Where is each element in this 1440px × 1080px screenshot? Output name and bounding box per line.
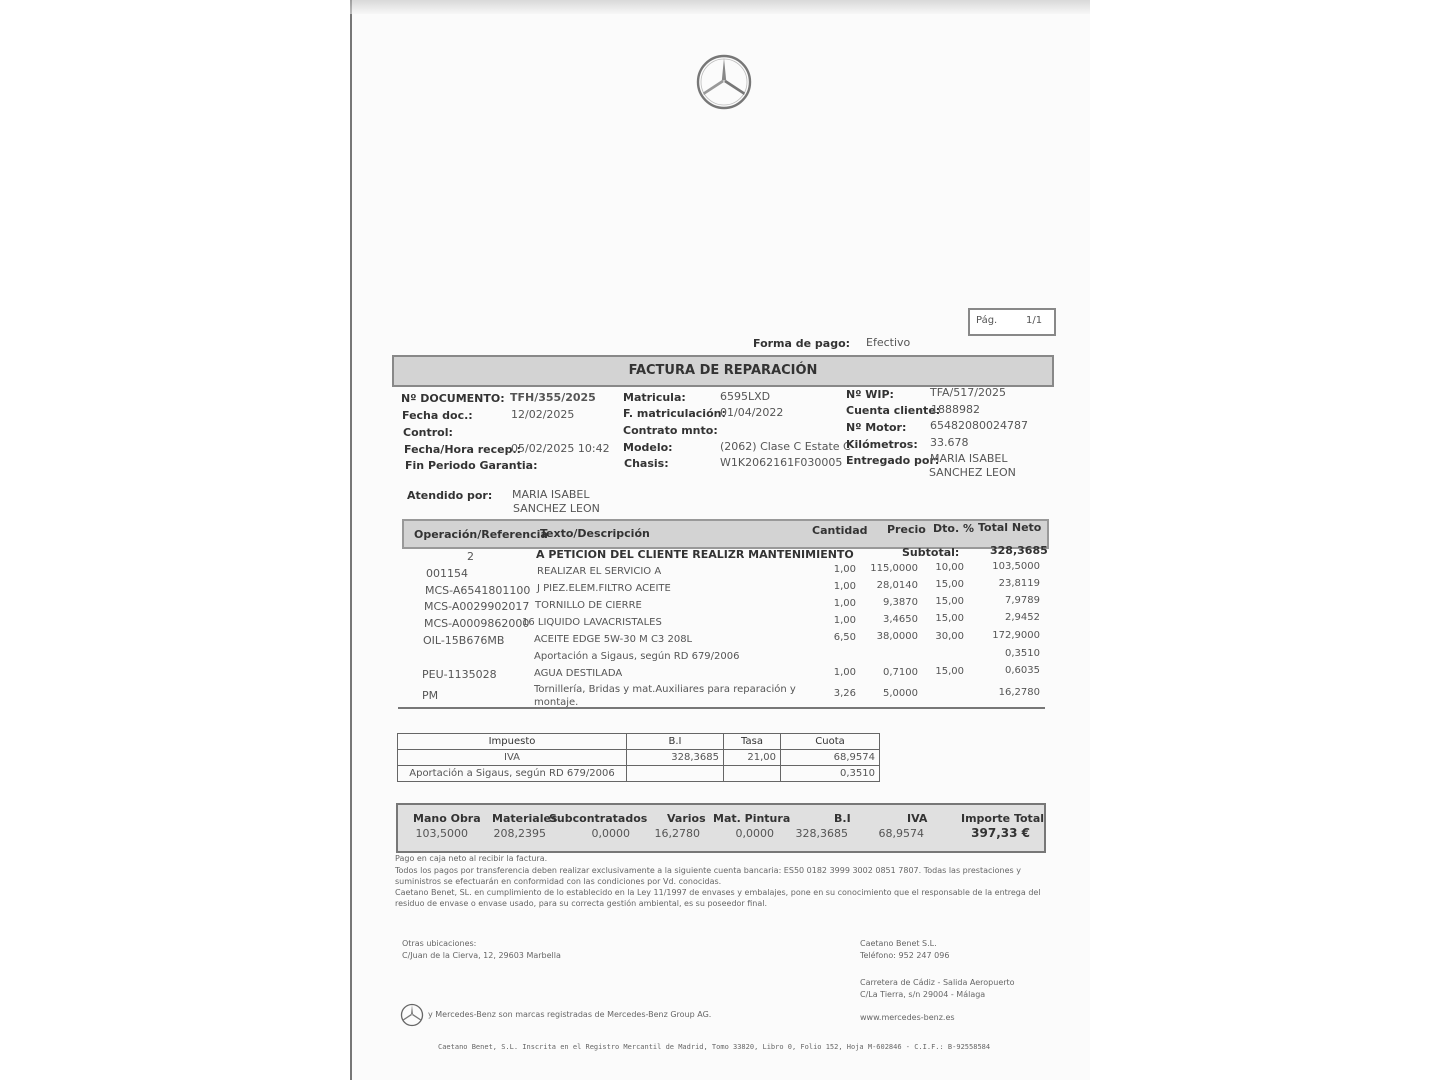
company-phone: Teléfono: 952 247 096 — [860, 951, 950, 960]
invoice-page — [350, 0, 1090, 1080]
company-name: Caetano Benet S.L. — [860, 939, 937, 948]
col-price: Precio — [887, 523, 926, 536]
subtotal-label: Subtotal: — [902, 546, 960, 559]
totals-grand-value: 397,33 € — [971, 826, 1030, 840]
row-price: 115,0000 — [870, 563, 918, 574]
engine-number-label: Nº Motor: — [846, 421, 907, 434]
doc-number-label: Nº DOCUMENTO: — [401, 392, 505, 405]
totals-vat-label: IVA — [907, 812, 928, 825]
row-net-total: 7,9789 — [1005, 595, 1040, 606]
tax-col-quota: Cuota — [781, 734, 880, 750]
trademark-notice: y Mercedes-Benz son marcas registradas de Mercedes-Benz Group AG. — [428, 1010, 712, 1019]
note-line: Todos los pagos por transferencia deben realizar exclusivamente a la siguiente cuenta bancaria: ES50 0182 3999 3002 0851 7807. Todas las prestaciones y — [395, 866, 1021, 875]
row-quantity: 1,00 — [833, 615, 856, 626]
col-net-total: Total Neto — [978, 521, 1042, 534]
row-reference: MCS-A0009862000 — [424, 617, 530, 630]
company-address-line1: Carretera de Cádiz - Salida Aeropuerto — [860, 978, 1015, 987]
table-bottom-rule — [398, 707, 1045, 709]
group-description: A PETICION DEL CLIENTE REALIZR MANTENIMIENTO — [536, 548, 854, 561]
totals-subcontracted-label: Subcontratados — [549, 812, 648, 825]
totals-paint-label: Mat. Pintura — [713, 812, 791, 825]
tax-base: 328,3685 — [627, 750, 724, 766]
row-reference: 001154 — [426, 567, 468, 580]
tax-row — [398, 750, 880, 766]
row-reference: MCS-A0029902017 — [424, 600, 530, 613]
control-label: Control: — [403, 426, 453, 439]
registry-notice: Caetano Benet, S.L. Inscrita en el Registro Mercantil de Madrid, Tomo 33820, Libro 0, Folio 152, Hoja M-602846 - C.I.F.: B-92558584 — [438, 1043, 991, 1051]
totals-subcontracted-value: 0,0000 — [591, 827, 630, 840]
note-line: Pago en caja neto al recibir la factura. — [395, 854, 548, 863]
row-quantity: 3,26 — [833, 688, 856, 699]
row-description-line2: montaje. — [534, 697, 579, 708]
mercedes-star-icon — [696, 54, 752, 110]
other-locations-label: Otras ubicaciones: — [402, 939, 477, 948]
totals-paint-value: 0,0000 — [735, 827, 774, 840]
totals-base-value: 328,3685 — [795, 827, 848, 840]
company-address-line2: C/La Tierra, s/n 29004 - Málaga — [860, 990, 986, 999]
row-net-total: 0,3510 — [1005, 648, 1040, 659]
tax-col-rate: Tasa — [724, 734, 781, 750]
row-description: J PIEZ.ELEM.FILTRO ACEITE — [537, 583, 671, 594]
page-shadow — [350, 0, 1090, 14]
row-quantity: 1,00 — [833, 667, 856, 678]
doc-number-value: TFH/355/2025 — [510, 391, 596, 404]
row-description: Aportación a Sigaus, según RD 679/2006 — [534, 651, 740, 662]
doc-date-label: Fecha doc.: — [402, 409, 473, 422]
delivered-by-value-line2: SANCHEZ LEON — [929, 466, 1016, 479]
row-price: 3,4650 — [883, 614, 918, 625]
registration-date-label: F. matriculación: — [623, 407, 726, 420]
row-description: TORNILLO DE CIERRE — [535, 600, 642, 611]
row-discount: 30,00 — [935, 631, 964, 642]
tax-rate — [724, 766, 781, 782]
tax-quota: 0,3510 — [781, 766, 880, 782]
row-price: 0,7100 — [883, 667, 918, 678]
payment-method-label: Forma de pago: — [753, 337, 851, 350]
col-quantity: Cantidad — [812, 524, 868, 537]
tax-table — [397, 733, 880, 782]
totals-labor-value: 103,5000 — [415, 827, 468, 840]
row-discount: 10,00 — [935, 562, 964, 573]
attended-by-value: MARIA ISABEL — [512, 488, 590, 501]
totals-misc-label: Varios — [667, 812, 706, 825]
plate-value: 6595LXD — [720, 390, 771, 403]
reception-datetime-label: Fecha/Hora recep.: — [404, 443, 522, 456]
col-discount: Dto. % — [933, 522, 974, 535]
row-quantity: 1,00 — [833, 598, 856, 609]
totals-misc-value: 16,2780 — [654, 827, 700, 840]
row-discount: 15,00 — [935, 613, 964, 624]
row-quantity: 1,00 — [833, 581, 856, 592]
attended-by-value-line2: SANCHEZ LEON — [513, 502, 600, 515]
row-discount: 15,00 — [935, 666, 964, 677]
row-reference: MCS-A6541801100 — [425, 584, 531, 597]
row-net-total: 103,5000 — [992, 561, 1040, 572]
row-description: AGUA DESTILADA — [534, 668, 623, 679]
note-line: residuo de envase o envase usado, para su correcta gestión ambiental, es su poseedor final. — [395, 899, 768, 908]
tax-name: IVA — [398, 750, 627, 766]
group-reference: 2 — [467, 550, 474, 563]
row-net-total: 172,9000 — [992, 630, 1040, 641]
mercedes-star-small-icon — [400, 1003, 424, 1027]
maintenance-contract-label: Contrato mnto: — [623, 424, 718, 437]
row-net-total: 16,2780 — [998, 687, 1040, 698]
page-label: Pág. — [976, 315, 998, 326]
row-net-total: 23,8119 — [998, 578, 1040, 589]
tax-base — [627, 766, 724, 782]
wip-value: TFA/517/2025 — [930, 386, 1006, 399]
attended-by-label: Atendido por: — [407, 489, 493, 502]
document-title-bar — [392, 355, 1054, 387]
payment-method-value: Efectivo — [866, 336, 911, 349]
model-value: (2062) Clase C Estate C — [720, 440, 851, 453]
right-margin — [1090, 0, 1440, 1080]
row-description: 16 LIQUIDO LAVACRISTALES — [522, 617, 662, 628]
wip-label: Nº WIP: — [846, 388, 894, 401]
mileage-label: Kilómetros: — [846, 438, 918, 451]
other-location-address: C/Juan de la Cierva, 12, 29603 Marbella — [402, 951, 561, 960]
warranty-end-label: Fin Periodo Garantia: — [405, 459, 538, 472]
col-description: Texto/Descripción — [540, 527, 650, 540]
row-quantity: 6,50 — [833, 632, 856, 643]
chassis-value: W1K2062161F030005 — [720, 456, 843, 469]
website-link[interactable]: www.mercedes-benz.es — [860, 1013, 955, 1022]
plate-label: Matricula: — [623, 391, 686, 404]
note-line: Caetano Benet, SL. en cumplimiento de lo establecido en la Ley 11/1997 de envases y embalajes, pone en su conocimiento que el responsable de la entrega del — [395, 888, 1041, 897]
row-net-total: 0,6035 — [1005, 665, 1040, 676]
delivered-by-label: Entregado por: — [846, 454, 940, 467]
customer-account-label: Cuenta cliente: — [846, 404, 941, 417]
row-description: Tornillería, Bridas y mat.Auxiliares para reparación y — [534, 684, 796, 695]
row-discount: 15,00 — [935, 579, 964, 590]
row-net-total: 2,9452 — [1005, 612, 1040, 623]
doc-date-value: 12/02/2025 — [511, 408, 575, 421]
row-reference: OIL-15B676MB — [423, 634, 505, 647]
totals-materials-value: 208,2395 — [493, 827, 546, 840]
totals-vat-value: 68,9574 — [878, 827, 924, 840]
row-description: ACEITE EDGE 5W-30 M C3 208L — [534, 634, 693, 645]
row-price: 38,0000 — [876, 631, 918, 642]
row-reference: PM — [422, 689, 439, 702]
tax-name: Aportación a Sigaus, según RD 679/2006 — [398, 766, 627, 782]
subtotal-value: 328,3685 — [990, 544, 1048, 557]
totals-grand-label: Importe Total — [961, 812, 1045, 825]
totals-materials-label: Materiales — [492, 812, 558, 825]
tax-col-base: B.I — [627, 734, 724, 750]
row-discount: 15,00 — [935, 596, 964, 607]
totals-labor-label: Mano Obra — [413, 812, 481, 825]
engine-number-value: 65482080024787 — [930, 419, 1028, 432]
row-price: 9,3870 — [883, 597, 918, 608]
tax-row — [398, 766, 880, 782]
delivered-by-value: MARIA ISABEL — [930, 452, 1008, 465]
totals-base-label: B.I — [834, 812, 851, 825]
row-description: REALIZAR EL SERVICIO A — [537, 566, 662, 577]
row-quantity: 1,00 — [833, 564, 856, 575]
model-label: Modelo: — [623, 441, 673, 454]
tax-col-name: Impuesto — [398, 734, 627, 750]
page-number-box — [968, 308, 1056, 336]
note-line: suministros se efectuarán en conformidad con las condiciones por Vd. conocidas. — [395, 877, 722, 886]
row-price: 5,0000 — [883, 688, 918, 699]
row-reference: PEU-1135028 — [422, 668, 497, 681]
chassis-label: Chasis: — [624, 457, 669, 470]
document-title: FACTURA DE REPARACIÓN — [628, 363, 818, 378]
col-reference: Operación/Referencia — [414, 528, 548, 541]
page-value: 1/1 — [1026, 315, 1043, 326]
reception-datetime-value: 05/02/2025 10:42 — [511, 442, 610, 455]
mileage-value: 33.678 — [930, 436, 969, 449]
left-margin — [0, 0, 350, 1080]
tax-rate: 21,00 — [724, 750, 781, 766]
registration-date-value: 01/04/2022 — [720, 406, 784, 419]
row-price: 28,0140 — [876, 580, 918, 591]
tax-quota: 68,9574 — [781, 750, 880, 766]
customer-account-value: 1888982 — [931, 403, 980, 416]
